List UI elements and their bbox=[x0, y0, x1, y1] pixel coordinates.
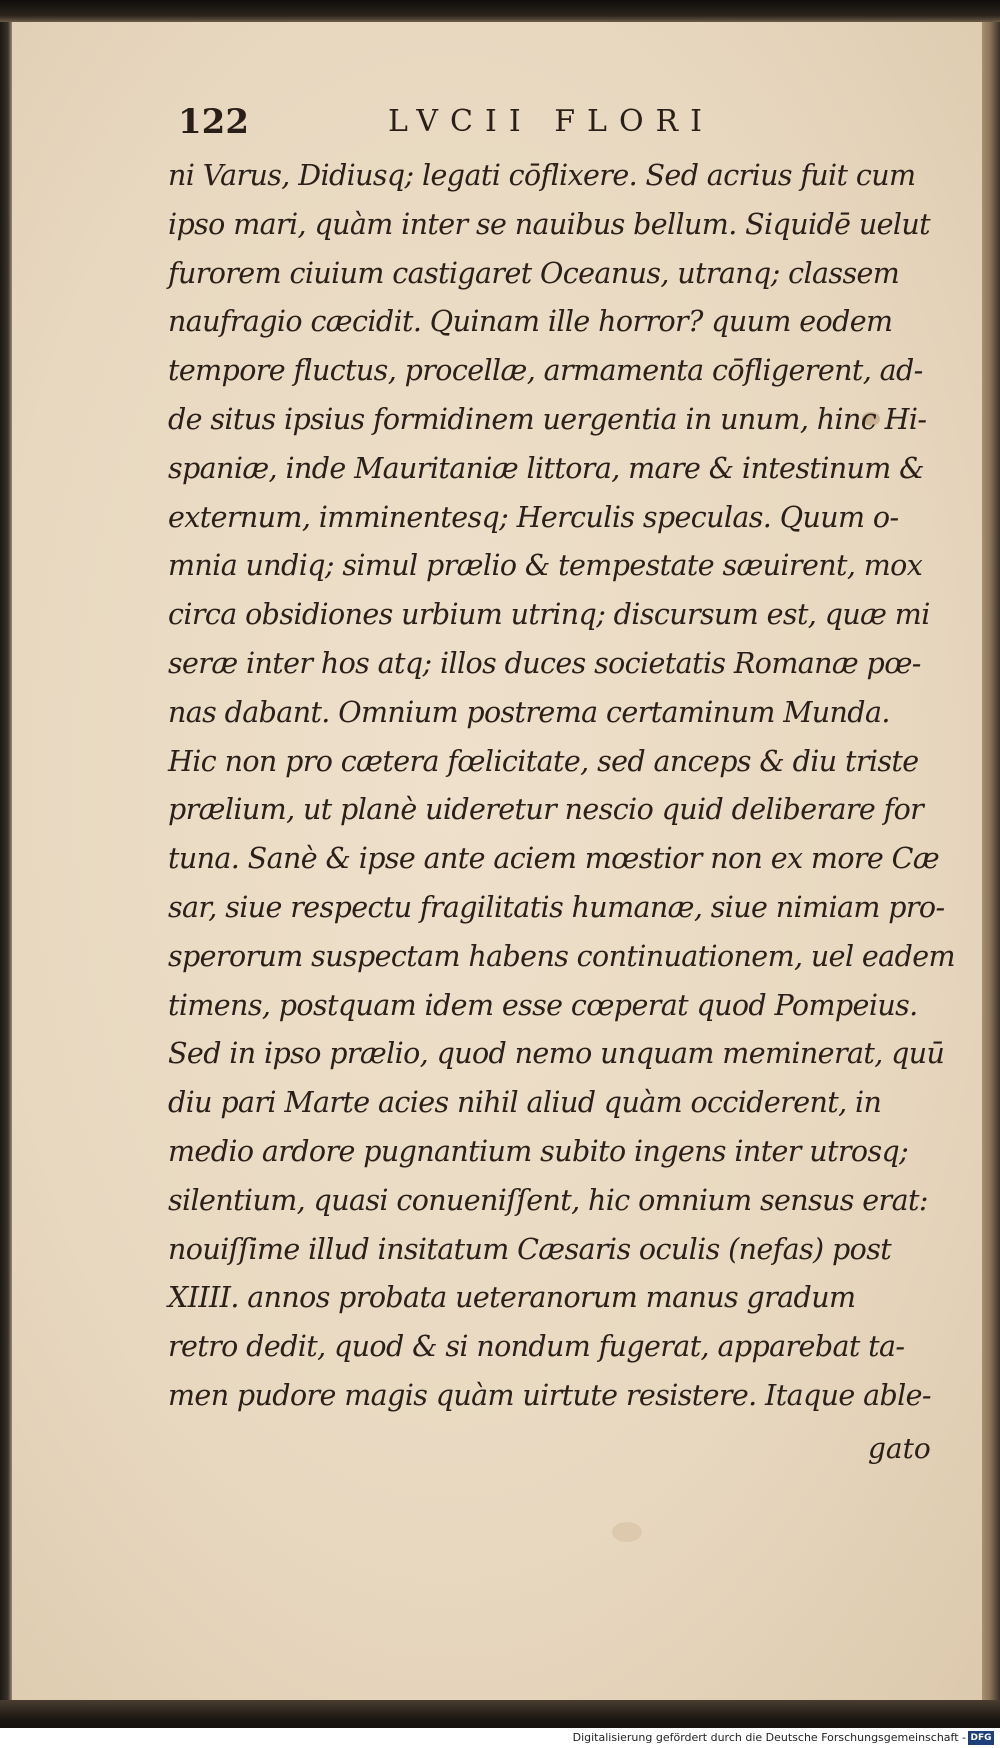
catchword: gato bbox=[868, 1432, 931, 1465]
text-line: externum, imminentesq; Herculis speculas. Quum o- bbox=[168, 500, 899, 534]
text-line: prælium, ut planè uideretur nescio quid deliberare for bbox=[168, 793, 924, 827]
digitization-credit: Digitalisierung gefördert durch die Deutsche Forschungsgemeinschaft - bbox=[572, 1731, 966, 1744]
text-line: naufragio cæcidit. Quinam ille horror? quum eodem bbox=[168, 305, 893, 339]
page-number: 122 bbox=[178, 102, 249, 142]
text-line: tempore fluctus, procellæ, armamenta cōfligerent, ad- bbox=[168, 354, 923, 388]
text-line: furorem ciuium castigaret Oceanus, utranq; classem bbox=[168, 256, 900, 290]
text-line: nas dabant. Omnium postrema certaminum Munda. bbox=[168, 695, 890, 729]
text-line: XIIII. annos probata ueteranorum manus gradum bbox=[168, 1281, 856, 1315]
text-line: seræ inter hos atq; illos duces societatis Romanæ pœ- bbox=[168, 646, 921, 680]
text-line: silentium, quasi conueniſſent, hic omnium sensus erat: bbox=[168, 1183, 928, 1217]
body-text bbox=[168, 152, 955, 1421]
text-line: mnia undiq; simul prælio & tempestate sæuirent, mox bbox=[168, 549, 923, 583]
dfg-logo: DFG bbox=[968, 1731, 994, 1745]
text-line: retro dedit, quod & si nondum fugerat, apparebat ta- bbox=[168, 1330, 905, 1364]
text-line: sperorum suspectam habens continuationem, uel eadem bbox=[168, 939, 955, 973]
top-edge-shadow bbox=[0, 0, 1000, 22]
paper-stain bbox=[612, 1522, 642, 1542]
text-line: diu pari Marte acies nihil aliud quàm occiderent, in bbox=[168, 1086, 882, 1120]
text-line: ipso mari, quàm inter se nauibus bellum. Siquidē uelut bbox=[168, 207, 930, 241]
page-header bbox=[178, 102, 778, 152]
text-line: Sed in ipso prælio, quod nemo unquam meminerat, quū bbox=[168, 1037, 945, 1071]
text-line: de situs ipsius formidinem uergentia in unum, hinc Hi- bbox=[168, 402, 927, 436]
text-line: ni Varus, Didiusq; legati cōflixere. Sed acrius fuit cum bbox=[168, 159, 916, 192]
text-line: tuna. Sanè & ipse ante aciem mœstior non ex more Cæ bbox=[168, 842, 940, 876]
text-line: medio ardore pugnantium subito ingens inter utrosq; bbox=[168, 1134, 909, 1168]
text-line: sar, siue respectu fragilitatis humanæ, siue nimiam pro- bbox=[168, 890, 945, 924]
text-line: Hic non pro cætera fœlicitate, sed anceps & diu triste bbox=[168, 744, 919, 778]
text-line: circa obsidiones urbium utrinq; discursum est, quæ mi bbox=[168, 598, 930, 632]
text-line: nouiſſime illud insitatum Cæsaris oculis (nefas) post bbox=[168, 1232, 892, 1266]
text-line: men pudore magis quàm uirtute resistere. Itaque able- bbox=[168, 1378, 931, 1412]
running-head: LVCII FLORI bbox=[388, 104, 714, 139]
text-line: timens, postquam idem esse cœperat quod Pompeius. bbox=[168, 988, 918, 1022]
text-line: spaniæ, inde Mauritaniæ littora, mare & intestinum & bbox=[168, 451, 924, 485]
